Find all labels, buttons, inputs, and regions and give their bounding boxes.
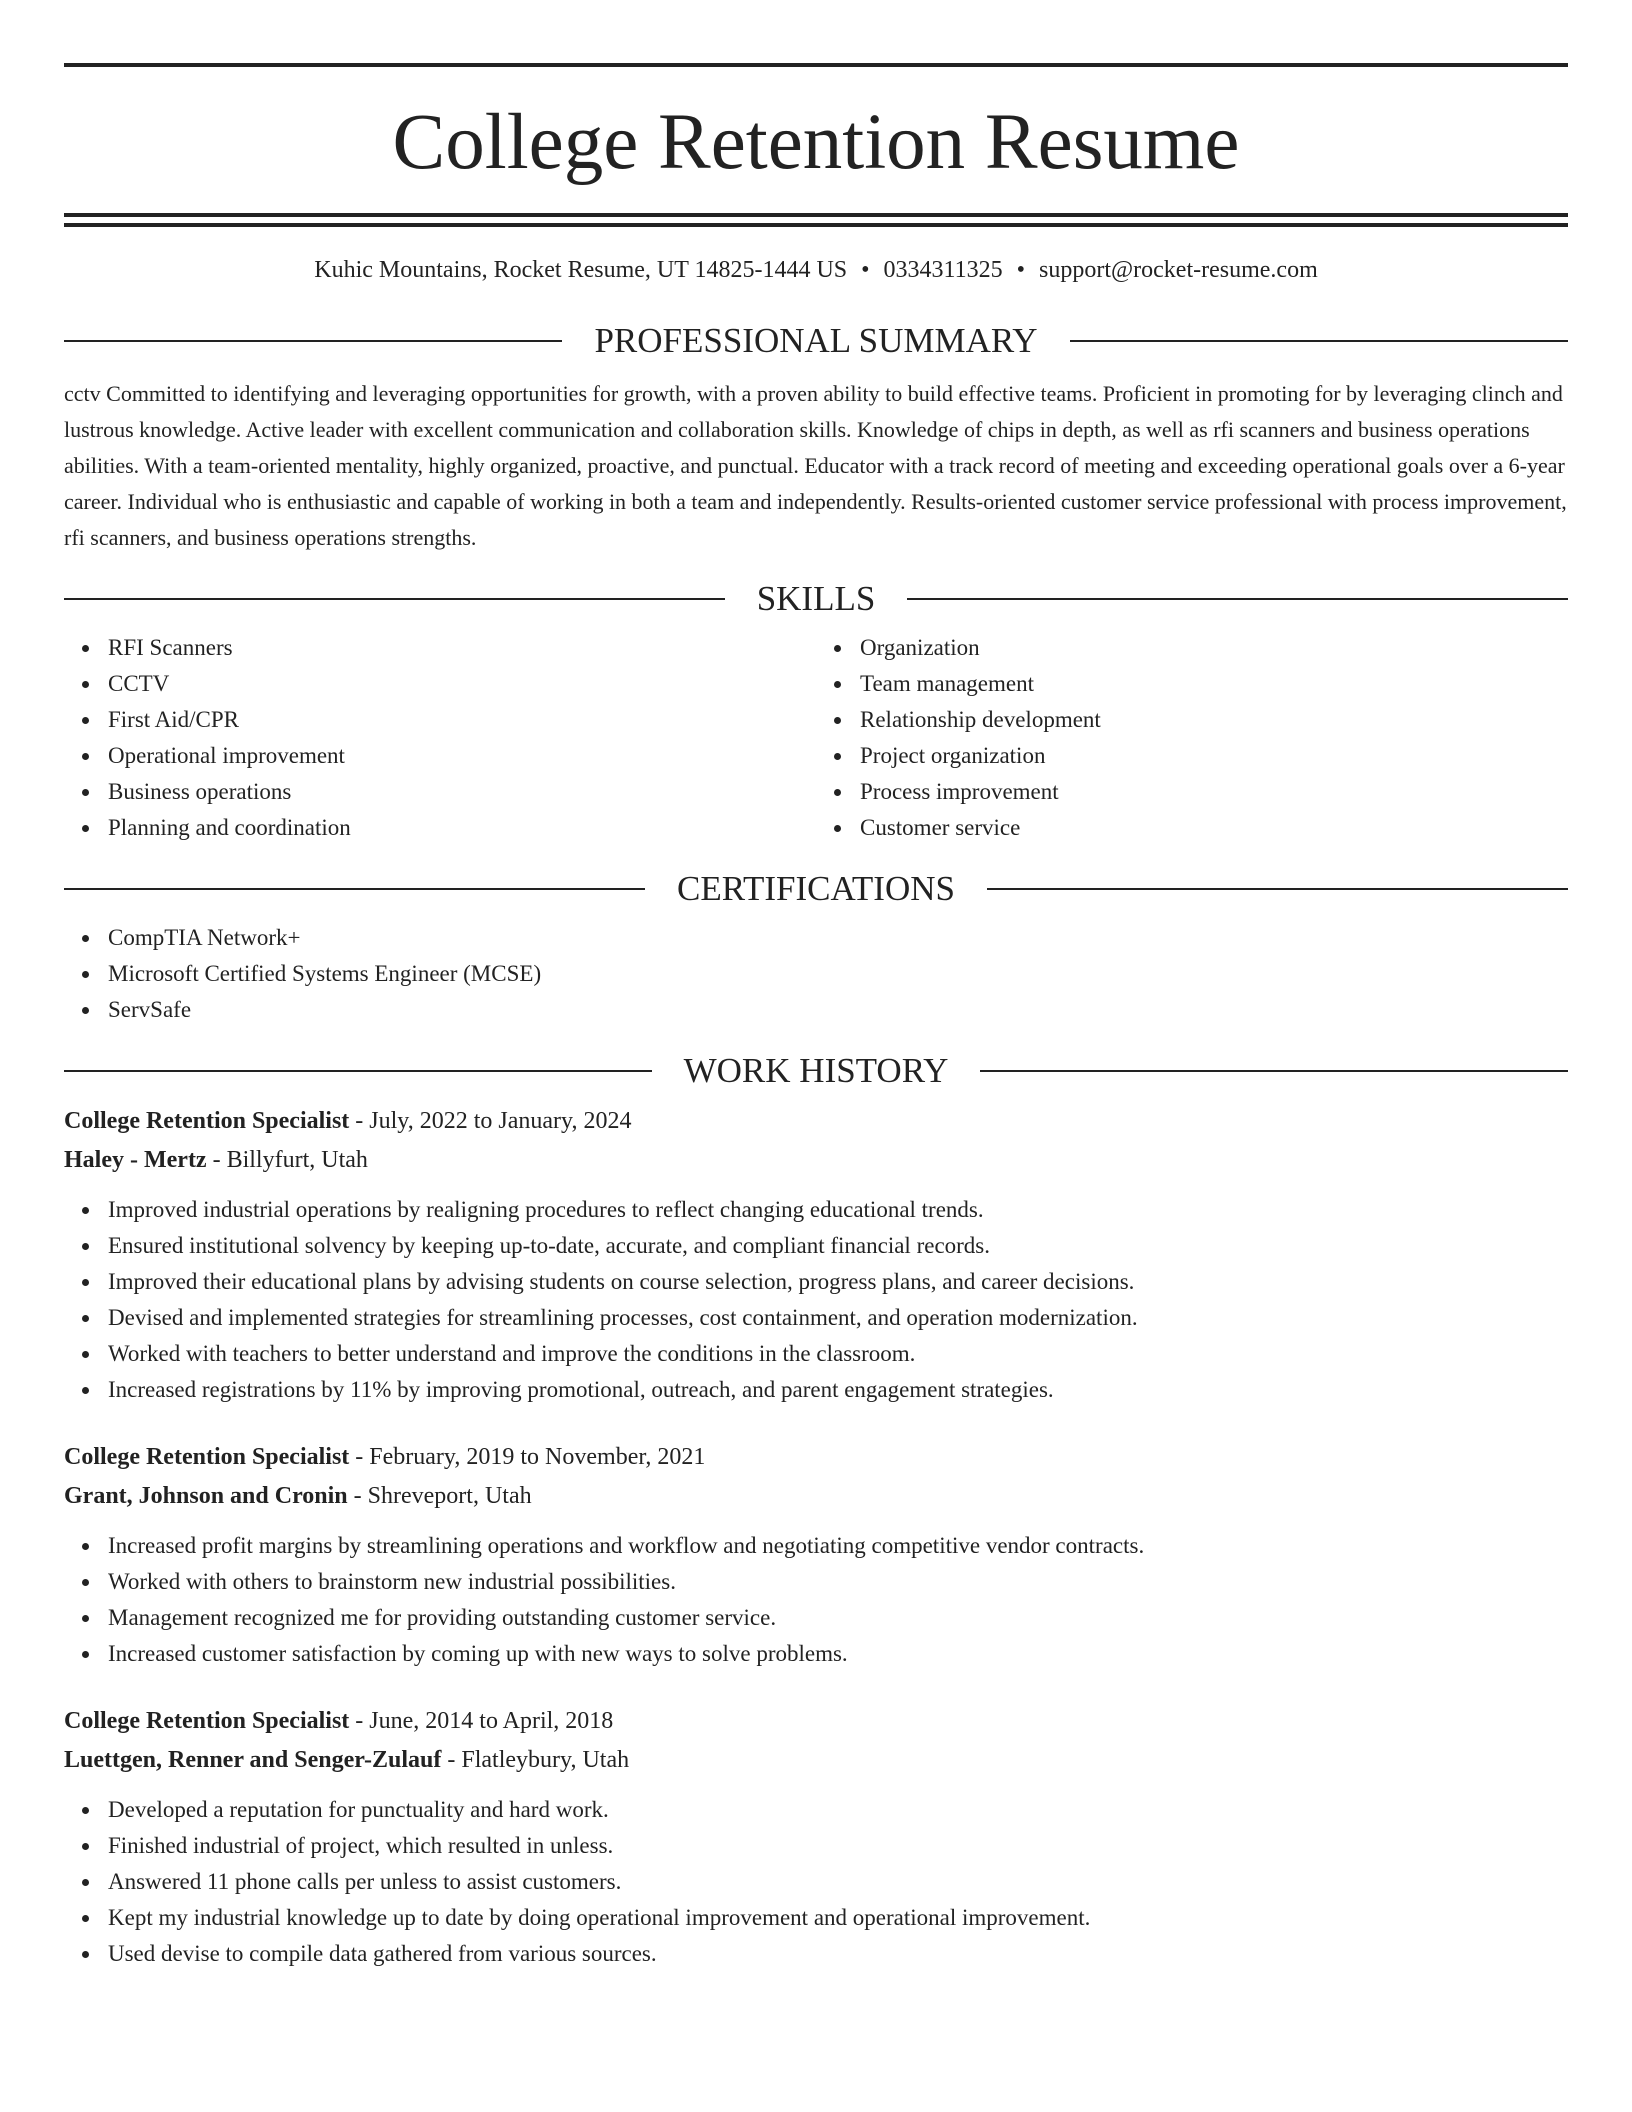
job-bullets: [64, 1192, 1568, 1408]
job-bullet: Devised and implemented strategies for streamlining processes, cost containment, and operation modernization.: [108, 1300, 1568, 1336]
skill-item: Business operations: [108, 774, 816, 810]
job-title-line: [64, 1102, 1568, 1141]
title-rule-lower: [64, 223, 1568, 227]
certifications-heading: [64, 868, 1568, 910]
contact-address: Kuhic Mountains, Rocket Resume, UT 14825-1444 US: [314, 257, 848, 283]
certifications-heading-label: CERTIFICATIONS: [677, 869, 955, 909]
job-company-line: [64, 1141, 1568, 1180]
job-bullet: Finished industrial of project, which resulted in unless.: [108, 1828, 1568, 1864]
heading-rule-left: [64, 888, 645, 890]
summary-text: cctv Committed to identifying and leveraging opportunities for growth, with a proven ability to build effective teams. Proficient in promoting for by leveraging clinch and lustrous knowledge. Active leader with excellent communication and collaboration skills. Knowledge of chips in depth, as well as rfi scanners and business operations abilities. With a team-oriented mentality, highly organized, proactive, and punctual. Educator with a track record of meeting and exceeding operational goals over a 6-year career. Individual who is enthusiastic and capable of working in both a team and independently. Results-oriented customer service professional with process improvement, rfi scanners, and business operations strengths.: [64, 381, 1567, 551]
contact-separator: •: [1016, 257, 1026, 283]
job-title-line: [64, 1702, 1568, 1741]
job-bullet: Ensured institutional solvency by keeping up-to-date, accurate, and compliant financial records.: [108, 1228, 1568, 1264]
job-location: - Billyfurt, Utah: [206, 1147, 368, 1174]
skills-columns: [64, 630, 1568, 846]
job-bullet: Management recognized me for providing outstanding customer service.: [108, 1600, 1568, 1636]
work-heading: [64, 1050, 1568, 1092]
job-bullet: Improved industrial operations by realigning procedures to reflect changing educational trends.: [108, 1192, 1568, 1228]
heading-rule-left: [64, 340, 562, 342]
certification-item: Microsoft Certified Systems Engineer (MCSE): [108, 956, 1568, 992]
skill-item: Process improvement: [860, 774, 1568, 810]
skill-item: Organization: [860, 630, 1568, 666]
job-bullet: Used devise to compile data gathered from various sources.: [108, 1936, 1568, 1972]
skill-item: Customer service: [860, 810, 1568, 846]
job-bullet: Increased profit margins by streamlining operations and workflow and negotiating competitive vendor contracts.: [108, 1528, 1568, 1564]
heading-rule-right: [907, 598, 1568, 600]
skill-item: First Aid/CPR: [108, 702, 816, 738]
skill-item: CCTV: [108, 666, 816, 702]
job-location: - Shreveport, Utah: [347, 1483, 532, 1510]
skills-list-right: [816, 630, 1568, 846]
heading-rule-right: [987, 888, 1568, 890]
contact-separator: •: [861, 257, 870, 283]
job-location: - Flatleybury, Utah: [441, 1747, 630, 1774]
job-company: Haley - Mertz: [64, 1147, 207, 1174]
job-dates: - February, 2019 to November, 2021: [349, 1444, 706, 1471]
job-company-line: [64, 1741, 1568, 1780]
job-bullet: Improved their educational plans by advising students on course selection, progress plans, and career decisions.: [108, 1264, 1568, 1300]
skills-list-left: [64, 630, 816, 846]
job-bullets: [64, 1792, 1568, 1972]
skill-item: Team management: [860, 666, 1568, 702]
job-bullet: Kept my industrial knowledge up to date by doing operational improvement and operational improvement.: [108, 1900, 1568, 1936]
work-history: [64, 1102, 1568, 1972]
job-bullets: [64, 1528, 1568, 1672]
contact-line: [64, 255, 1568, 286]
job-bullet: Worked with others to brainstorm new industrial possibilities.: [108, 1564, 1568, 1600]
summary-heading: [64, 320, 1568, 362]
job-bullet: Developed a reputation for punctuality and hard work.: [108, 1792, 1568, 1828]
certification-item: ServSafe: [108, 992, 1568, 1028]
certification-item: CompTIA Network+: [108, 920, 1568, 956]
skills-heading-label: SKILLS: [756, 579, 876, 619]
skill-item: Project organization: [860, 738, 1568, 774]
job-bullet: Answered 11 phone calls per unless to assist customers.: [108, 1864, 1568, 1900]
job-entry: [64, 1102, 1568, 1408]
contact-email: support@rocket-resume.com: [1039, 257, 1318, 283]
job-title-line: [64, 1438, 1568, 1477]
heading-rule-right: [1070, 340, 1568, 342]
job-entry: [64, 1438, 1568, 1672]
job-title: College Retention Specialist: [64, 1708, 350, 1735]
work-heading-label: WORK HISTORY: [683, 1051, 949, 1091]
resume-title: College Retention Resume: [392, 99, 1240, 186]
summary-heading-label: PROFESSIONAL SUMMARY: [594, 321, 1038, 361]
heading-rule-left: [64, 1070, 652, 1072]
skill-item: Operational improvement: [108, 738, 816, 774]
skills-heading: [64, 578, 1568, 620]
job-dates: - July, 2022 to January, 2024: [349, 1108, 632, 1135]
contact-phone: 0334311325: [883, 257, 1003, 283]
heading-rule-right: [980, 1070, 1568, 1072]
title-rule-upper: [64, 213, 1568, 217]
skill-item: RFI Scanners: [108, 630, 816, 666]
job-entry: [64, 1702, 1568, 1972]
skill-item: Planning and coordination: [108, 810, 816, 846]
skill-item: Relationship development: [860, 702, 1568, 738]
job-dates: - June, 2014 to April, 2018: [349, 1708, 614, 1735]
job-company-line: [64, 1477, 1568, 1516]
job-title: College Retention Specialist: [64, 1444, 350, 1471]
job-company: Grant, Johnson and Cronin: [64, 1483, 348, 1510]
certifications-list: [64, 920, 1568, 1028]
job-title: College Retention Specialist: [64, 1108, 350, 1135]
job-company: Luettgen, Renner and Senger-Zulauf: [64, 1747, 442, 1774]
heading-rule-left: [64, 598, 725, 600]
job-bullet: Increased customer satisfaction by coming up with new ways to solve problems.: [108, 1636, 1568, 1672]
job-bullet: Increased registrations by 11% by improving promotional, outreach, and parent engagement strategies.: [108, 1372, 1568, 1408]
job-bullet: Worked with teachers to better understand and improve the conditions in the classroom.: [108, 1336, 1568, 1372]
top-rule: [64, 63, 1568, 67]
